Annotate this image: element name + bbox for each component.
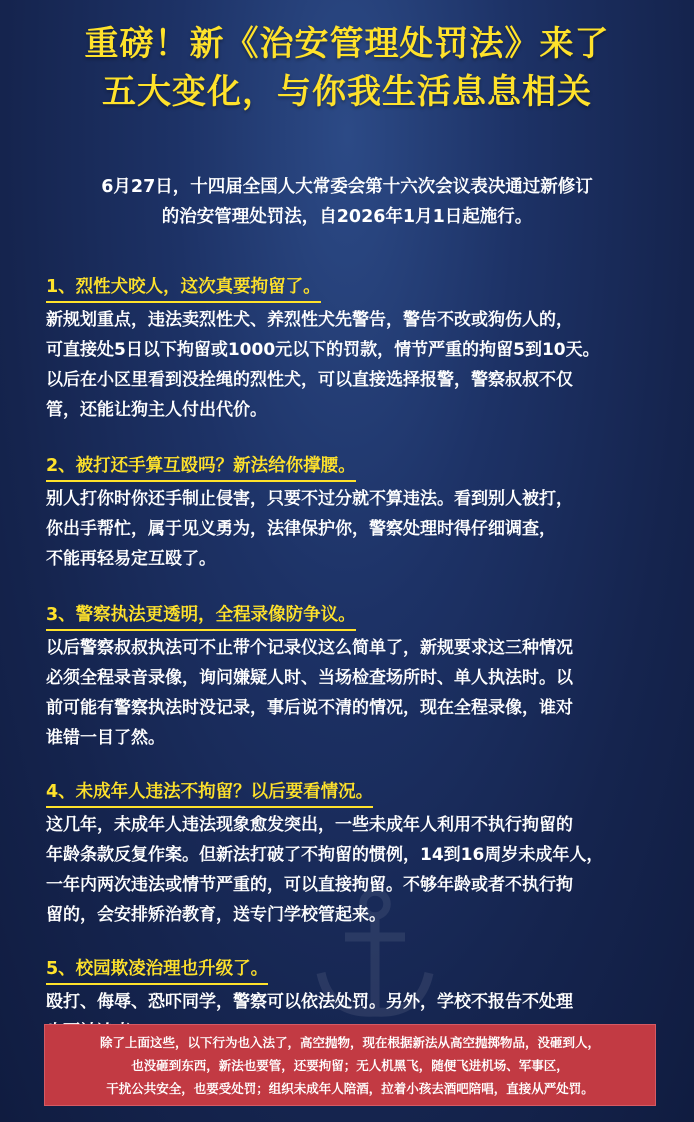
section-1-body	[46, 305, 656, 425]
section-2-line: 你出手帮忙，属于见义勇为，法律保护你，警察处理时得仔细调查，	[46, 519, 556, 539]
note-line: 干扰公共安全，也要受处罚；组织未成年人陪酒，拉着小孩去酒吧陪唱，直接从严处罚。	[106, 1081, 594, 1096]
section-1-line: 可直接处5日以下拘留或1000元以下的罚款，情节严重的拘留5到10天。	[46, 340, 600, 360]
section-2-body	[46, 484, 656, 574]
title-line-1: 重磅！新《治安管理处罚法》来了	[84, 24, 610, 64]
section-2	[46, 453, 656, 574]
section-4-line: 一年内两次违法或情节严重的，可以直接拘留。不够年龄或者不执行拘	[46, 875, 573, 895]
section-1-line: 新规划重点，违法卖烈性犬、养烈性犬先警告，警告不改或狗伤人的，	[46, 310, 573, 330]
section-3-heading: 3、警察执法更透明，全程录像防争议。	[46, 602, 356, 631]
anchor-icon	[300, 880, 450, 1030]
title-line-2: 五大变化，与你我生活息息相关	[102, 72, 592, 112]
section-1-line: 以后在小区里看到没拴绳的烈性犬，可以直接选择报警，警察叔叔不仅	[46, 370, 573, 390]
intro-paragraph	[52, 172, 642, 232]
section-4-heading: 4、未成年人违法不拘留？以后要看情况。	[46, 779, 373, 808]
intro-line-2: 的治安管理处罚法，自2026年1月1日起施行。	[161, 207, 533, 227]
section-1	[46, 274, 656, 425]
section-3-body	[46, 633, 656, 753]
section-2-line: 别人打你时你还手制止侵害，只要不过分就不算违法。看到别人被打，	[46, 489, 573, 509]
section-4-line: 年龄条款反复作案。但新法打破了不拘留的惯例，14到16周岁未成年人，	[46, 845, 604, 865]
page-title	[0, 0, 694, 116]
section-2-heading: 2、被打还手算互殴吗？新法给你撑腰。	[46, 453, 356, 482]
section-4-line: 留的，会安排矫治教育，送专门学校管起来。	[46, 905, 386, 925]
section-1-heading: 1、烈性犬咬人，这次真要拘留了。	[46, 274, 321, 303]
section-3-line: 谁错一目了然。	[46, 728, 165, 748]
section-2-line: 不能再轻易定互殴了。	[46, 549, 216, 569]
intro-line-1: 6月27日，十四届全国人大常委会第十六次会议表决通过新修订	[101, 177, 593, 197]
section-3-line: 必须全程录音录像，询问嫌疑人时、当场检查场所时、单人执法时。以	[46, 668, 573, 688]
section-4-line: 这几年，未成年人违法现象愈发突出，一些未成年人利用不执行拘留的	[46, 815, 573, 835]
section-5-heading: 5、校园欺凌治理也升级了。	[46, 956, 268, 985]
section-3-line: 以后警察叔叔执法可不止带个记录仪这么简单了，新规要求这三种情况	[46, 638, 573, 658]
note-line: 除了上面这些，以下行为也入法了，高空抛物，现在根据新法从高空抛掷物品，没砸到人，	[99, 1035, 600, 1050]
section-3	[46, 602, 656, 753]
additional-notes-box	[44, 1024, 656, 1106]
note-line: 也没砸到东西，新法也要管，还要拘留；无人机黑飞，随便飞进机场、军事区，	[131, 1058, 569, 1073]
section-5-line: 殴打、侮辱、恐吓同学，警察可以依法处罚。另外，学校不报告不处理	[46, 992, 573, 1012]
section-3-line: 前可能有警察执法时没记录，事后说不清的情况，现在全程录像，谁对	[46, 698, 573, 718]
section-1-line: 管，还能让狗主人付出代价。	[46, 400, 267, 420]
